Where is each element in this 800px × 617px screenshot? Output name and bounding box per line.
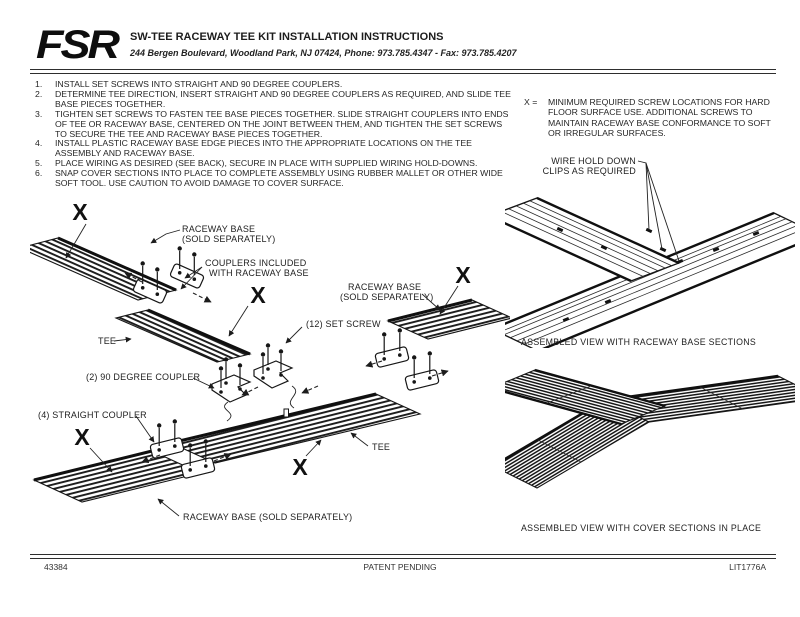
tee-run-piece — [171, 394, 420, 463]
assembled-cover-view — [505, 365, 795, 520]
label-90-coupler: (2) 90 DEGREE COUPLER — [86, 372, 201, 382]
label-leader — [193, 378, 214, 388]
label-leader — [151, 230, 180, 243]
instruction-text: PLACE WIRING AS DESIRED (SEE BACK), SECURE IN PLACE WITH SUPPLIED WIRING HOLD-DOWNS. — [55, 158, 478, 169]
screw-location-x: X — [72, 199, 88, 225]
note-text: MINIMUM REQUIRED SCREW LOCATIONS FOR HARD FLOOR SURFACE USE. ADDITIONAL SCREWS TO MAINTAIN RACEWAY BASE CONFORMANCE TO SOFT OR IRREGULAR SURFACES. — [548, 97, 771, 138]
header-divider — [30, 69, 776, 74]
instruction-item — [35, 110, 513, 140]
instruction-text: SNAP COVER SECTIONS INTO PLACE TO COMPLETE ASSEMBLY USING RUBBER MALLET OR OTHER WIDE SOFT TOOL. USE CAUTION TO AVOID DAMAGE TO COVER SURFACE. — [55, 168, 503, 189]
label-couplers-b: WITH RACEWAY BASE — [209, 268, 309, 278]
instruction-number: 3. — [35, 108, 43, 119]
edge-piece-curve — [225, 402, 231, 421]
label-leader — [114, 339, 131, 341]
label-wire-hold-down-b: CLIPS AS REQUIRED — [542, 166, 636, 176]
caption-assembled-cover: ASSEMBLED VIEW WITH COVER SECTIONS IN PLACE — [521, 523, 762, 533]
label-leader — [158, 499, 179, 516]
instruction-number: 6. — [35, 168, 43, 179]
straight-coupler — [150, 419, 184, 458]
ninety-degree-coupler — [212, 357, 250, 402]
instruction-text: INSTALL SET SCREWS INTO STRAIGHT AND 90 DEGREE COUPLERS. — [55, 79, 343, 89]
instruction-text: TIGHTEN SET SCREWS TO FASTEN TEE BASE PIECES TOGETHER. SLIDE STRAIGHT COUPLERS INTO ENDS OF TEE OR RACEWAY BASE, CENTERED ON THE JOINT BETWEEN THEM, AND TIGHTEN THE SET SCREWS TO SECURE THE TEE AND RACEWAY BASE PIECES TOGETHER. — [55, 108, 509, 139]
raceway-base-bottom-arm — [34, 451, 200, 502]
raceway-base-right-arm — [388, 300, 510, 339]
edge-piece-curve — [290, 386, 295, 408]
instruction-number: 1. — [35, 79, 43, 89]
screw-location-x: X — [455, 262, 471, 288]
screw-location-x: X — [250, 282, 266, 308]
instruction-text: DETERMINE TEE DIRECTION, INSERT STRAIGHT AND 90 DEGREE COUPLERS AS REQUIRED, AND SLIDE TEE BASE PIECES TOGETHER. — [55, 88, 511, 109]
company-address: 244 Bergen Boulevard, Woodland Park, NJ 07424, Phone: 973.785.4347 - Fax: 973.785.4207 — [130, 48, 517, 58]
label-raceway-base-1b: (SOLD SEPARATELY) — [182, 234, 276, 244]
instruction-number: 4. — [35, 138, 43, 149]
assembled-branch-rail — [505, 198, 679, 281]
patent-pending-text: PATENT PENDING — [363, 562, 437, 572]
instructions-list — [35, 80, 513, 189]
fsr-logo: FSR — [36, 22, 117, 67]
label-tee-2: TEE — [372, 442, 391, 452]
screw-location-note — [524, 97, 778, 138]
label-raceway-base-1: RACEWAY BASE — [182, 224, 256, 234]
label-wire-hold-down: WIRE HOLD DOWN — [551, 156, 636, 166]
assembled-base-view — [505, 150, 795, 348]
label-raceway-base-3: RACEWAY BASE (SOLD SEPARATELY) — [183, 512, 353, 522]
label-leader — [286, 327, 302, 343]
document-number: 43384 — [44, 562, 68, 572]
x-leader — [229, 306, 248, 336]
instruction-item — [35, 139, 513, 159]
assembly-arrow — [193, 293, 211, 302]
literature-number: LIT1776A — [729, 562, 766, 572]
screw-location-x: X — [292, 454, 308, 480]
label-raceway-base-2b: (SOLD SEPARATELY) — [340, 292, 434, 302]
screw-location-x: X — [74, 424, 90, 450]
x-leader — [306, 440, 321, 456]
label-leader — [351, 433, 368, 446]
footer-divider — [30, 554, 776, 559]
tee-branch-piece — [116, 310, 250, 362]
instruction-text: INSTALL PLASTIC RACEWAY BASE EDGE PIECES INTO THE APPROPRIATE LOCATIONS ON THE TEE ASSEMBLY AND RACEWAY BASE. — [55, 138, 472, 159]
label-straight-coupler: (4) STRAIGHT COUPLER — [38, 410, 147, 420]
label-tee-1: TEE — [98, 336, 117, 346]
instruction-number: 2. — [35, 88, 43, 99]
instruction-number: 5. — [35, 158, 43, 169]
note-prefix: X = — [524, 97, 538, 107]
label-couplers: COUPLERS INCLUDED — [205, 258, 307, 268]
exploded-tee-diagram — [30, 190, 510, 550]
straight-coupler — [405, 351, 439, 390]
ninety-degree-coupler — [254, 343, 292, 388]
edge-piece — [284, 409, 289, 417]
label-set-screw: (12) SET SCREW — [306, 319, 381, 329]
assembly-arrow — [302, 386, 318, 393]
instruction-item — [35, 90, 513, 110]
label-leader — [646, 163, 679, 261]
page-title: SW-TEE RACEWAY TEE KIT INSTALLATION INSTRUCTIONS — [130, 31, 444, 43]
instruction-item — [35, 169, 513, 189]
label-leader — [646, 163, 662, 249]
caption-assembled-base: ASSEMBLED VIEW WITH RACEWAY BASE SECTIONS — [521, 337, 757, 347]
label-raceway-base-2: RACEWAY BASE — [348, 282, 422, 292]
assembly-arrow — [242, 387, 258, 395]
